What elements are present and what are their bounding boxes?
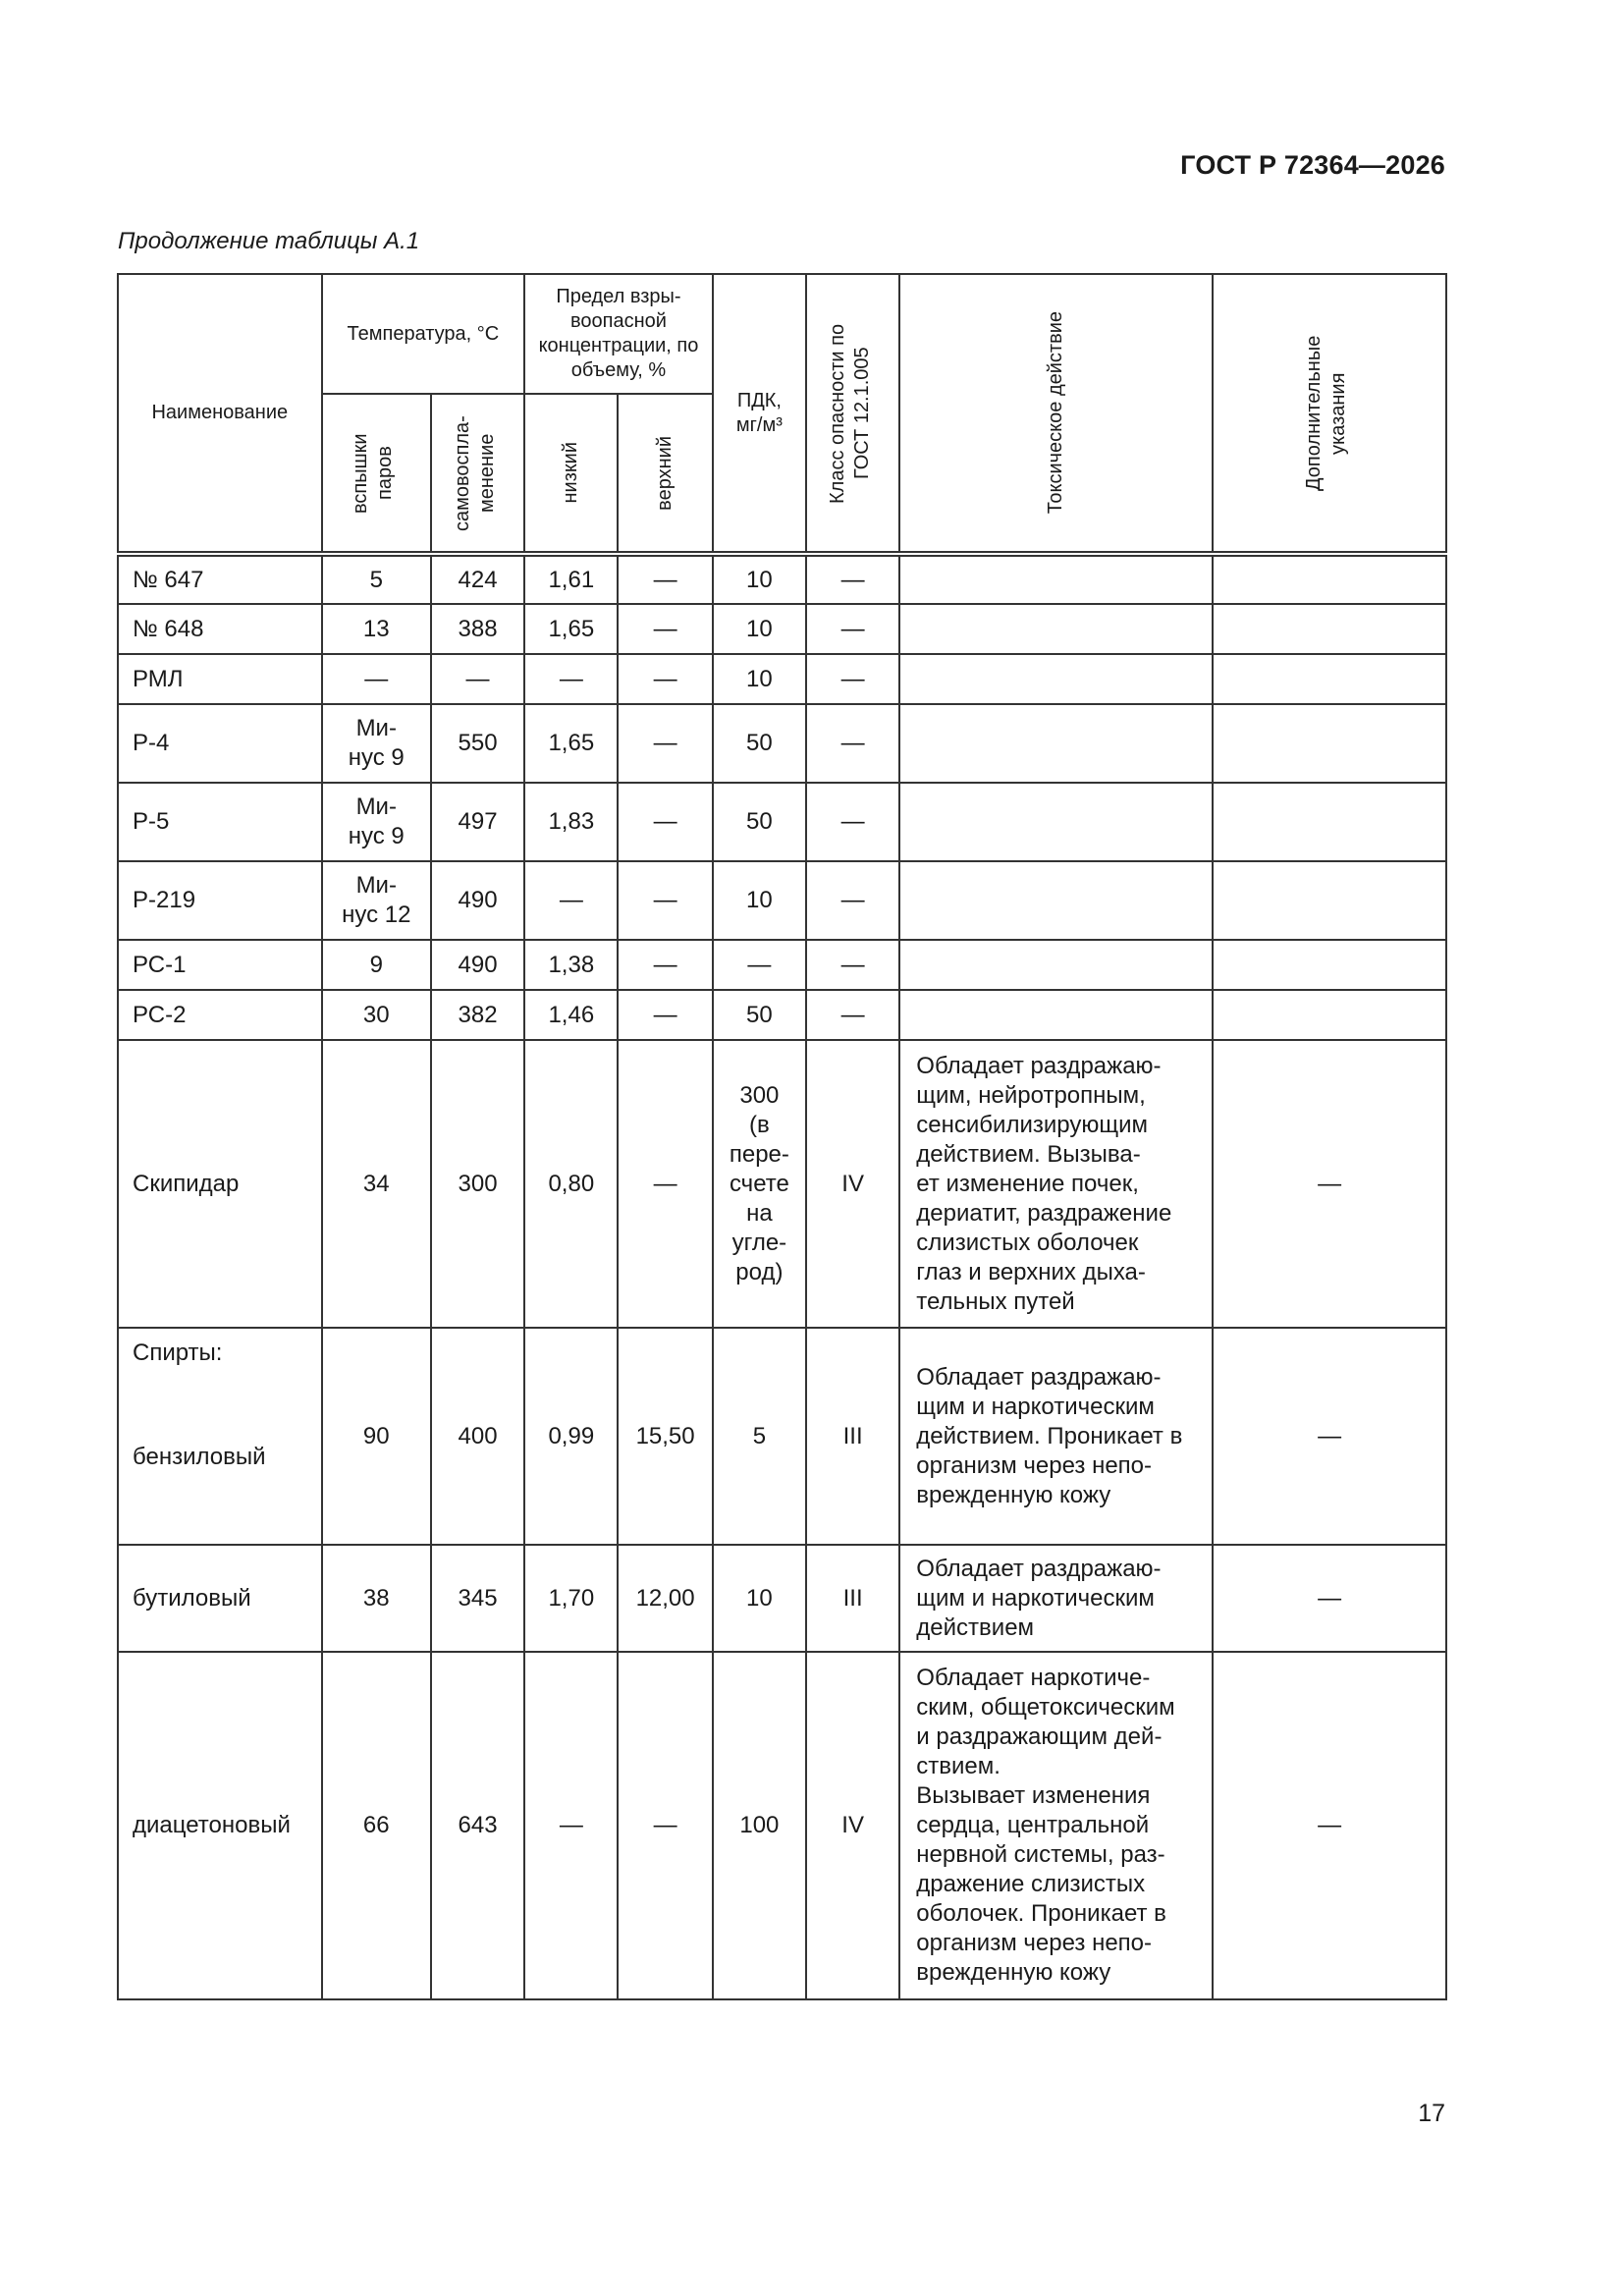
- cell-flash: Ми- нус 9: [322, 704, 431, 783]
- cell-upper: —: [618, 940, 712, 990]
- cell-upper: —: [618, 1040, 712, 1328]
- cell-flash: 13: [322, 604, 431, 654]
- header-toxic-effect-label: Токсическое действие: [1045, 311, 1067, 515]
- cell-name: [118, 1328, 322, 1545]
- cell-mac: 10: [713, 654, 806, 704]
- table-row: [118, 554, 1446, 604]
- cell-flash: 30: [322, 990, 431, 1040]
- cell-lower: —: [524, 1652, 618, 1999]
- cell-lower: 1,65: [524, 604, 618, 654]
- cell-notes: [1213, 554, 1446, 604]
- cell-mac: —: [713, 940, 806, 990]
- cell-hazard-class: —: [806, 704, 899, 783]
- cell-hazard-class: —: [806, 604, 899, 654]
- cell-toxic-effect: Обладает раздражаю- щим и наркотическим действием: [899, 1545, 1213, 1652]
- header-mac: ПДК, мг/м³: [713, 274, 806, 554]
- cell-mac: 10: [713, 861, 806, 940]
- table-row: [118, 1545, 1446, 1652]
- cell-notes: [1213, 704, 1446, 783]
- cell-name: РС-1: [118, 940, 322, 990]
- cell-notes: —: [1213, 1545, 1446, 1652]
- header-hazard-class: [806, 274, 899, 554]
- cell-autoignition: 345: [431, 1545, 524, 1652]
- cell-autoignition: 300: [431, 1040, 524, 1328]
- cell-flash: 34: [322, 1040, 431, 1328]
- cell-upper: —: [618, 783, 712, 861]
- cell-name: № 647: [118, 554, 322, 604]
- cell-notes: —: [1213, 1652, 1446, 1999]
- cell-name: диацетоновый: [118, 1652, 322, 1999]
- cell-mac: 10: [713, 1545, 806, 1652]
- header-flash-label: вспышки паров: [350, 432, 397, 514]
- cell-flash: 38: [322, 1545, 431, 1652]
- cell-name: Р-219: [118, 861, 322, 940]
- header-name: Наименование: [118, 274, 322, 554]
- cell-lower: 0,99: [524, 1328, 618, 1545]
- header-notes-label: Дополнительные указания: [1303, 335, 1350, 491]
- table-row: [118, 704, 1446, 783]
- cell-autoignition: —: [431, 654, 524, 704]
- header-upper: [618, 394, 712, 554]
- cell-notes: —: [1213, 1040, 1446, 1328]
- cell-hazard-class: —: [806, 554, 899, 604]
- table-caption: Продолжение таблицы А.1: [118, 228, 420, 254]
- cell-flash: 5: [322, 554, 431, 604]
- cell-name: Р-4: [118, 704, 322, 783]
- header-lower: [524, 394, 618, 554]
- header-explosive-limit: Предел взры-воопасной концентрации, по объему, %: [524, 274, 713, 394]
- table-row: [118, 654, 1446, 704]
- cell-mac: 5: [713, 1328, 806, 1545]
- table-row: [118, 990, 1446, 1040]
- cell-name: № 648: [118, 604, 322, 654]
- cell-hazard-class: —: [806, 861, 899, 940]
- cell-lower: 1,70: [524, 1545, 618, 1652]
- cell-hazard-class: —: [806, 654, 899, 704]
- cell-hazard-class: —: [806, 940, 899, 990]
- cell-flash: Ми- нус 9: [322, 783, 431, 861]
- cell-flash: Ми- нус 12: [322, 861, 431, 940]
- table-row: [118, 1040, 1446, 1328]
- cell-upper: —: [618, 990, 712, 1040]
- cell-flash: 66: [322, 1652, 431, 1999]
- cell-mac: 50: [713, 990, 806, 1040]
- cell-toxic-effect: Обладает раздражаю- щим, нейротропным, сенсибилизирующим действием. Вызыва- ет изменение почек, дериатит, раздражение слизистых оболочек глаз и верхних дыха- тельных путей: [899, 1040, 1213, 1328]
- table-row: [118, 861, 1446, 940]
- cell-name: Р-5: [118, 783, 322, 861]
- cell-autoignition: 497: [431, 783, 524, 861]
- cell-flash: 90: [322, 1328, 431, 1545]
- header-upper-label: верхний: [654, 435, 676, 511]
- cell-upper: —: [618, 1652, 712, 1999]
- cell-notes: [1213, 654, 1446, 704]
- cell-autoignition: 643: [431, 1652, 524, 1999]
- cell-upper: —: [618, 604, 712, 654]
- cell-upper: —: [618, 554, 712, 604]
- cell-toxic-effect: [899, 704, 1213, 783]
- substance-name: бензиловый: [133, 1444, 266, 1470]
- cell-hazard-class: III: [806, 1545, 899, 1652]
- cell-lower: 1,61: [524, 554, 618, 604]
- cell-lower: 1,38: [524, 940, 618, 990]
- cell-upper: —: [618, 861, 712, 940]
- cell-mac: 50: [713, 704, 806, 783]
- cell-autoignition: 382: [431, 990, 524, 1040]
- header-autoignition-label: самовоспла-менение: [451, 414, 498, 531]
- cell-name: бутиловый: [118, 1545, 322, 1652]
- cell-notes: —: [1213, 1328, 1446, 1545]
- cell-mac: 10: [713, 604, 806, 654]
- cell-autoignition: 388: [431, 604, 524, 654]
- cell-toxic-effect: [899, 554, 1213, 604]
- header-lower-label: низкий: [560, 442, 582, 504]
- cell-hazard-class: IV: [806, 1652, 899, 1999]
- header-toxic-effect: [899, 274, 1213, 554]
- document-code: ГОСТ Р 72364—2026: [1180, 150, 1445, 180]
- cell-mac: 100: [713, 1652, 806, 1999]
- cell-flash: 9: [322, 940, 431, 990]
- cell-toxic-effect: [899, 990, 1213, 1040]
- header-autoignition: [431, 394, 524, 554]
- cell-upper: 15,50: [618, 1328, 712, 1545]
- cell-lower: 1,65: [524, 704, 618, 783]
- cell-notes: [1213, 783, 1446, 861]
- cell-toxic-effect: [899, 654, 1213, 704]
- cell-notes: [1213, 940, 1446, 990]
- cell-name: РМЛ: [118, 654, 322, 704]
- cell-autoignition: 490: [431, 861, 524, 940]
- cell-autoignition: 550: [431, 704, 524, 783]
- cell-lower: 1,46: [524, 990, 618, 1040]
- cell-notes: [1213, 990, 1446, 1040]
- cell-lower: —: [524, 861, 618, 940]
- group-label: Спирты:: [133, 1339, 223, 1366]
- cell-lower: —: [524, 654, 618, 704]
- cell-mac: 50: [713, 783, 806, 861]
- header-flash: [322, 394, 431, 554]
- cell-hazard-class: —: [806, 990, 899, 1040]
- cell-hazard-class: III: [806, 1328, 899, 1545]
- header-hazard-class-label: Класс опасности по ГОСТ 12.1.005: [826, 322, 873, 504]
- cell-lower: 0,80: [524, 1040, 618, 1328]
- cell-mac: 10: [713, 554, 806, 604]
- cell-hazard-class: —: [806, 783, 899, 861]
- cell-toxic-effect: Обладает наркотиче- ским, общетоксическим и раздражающим дей- ствием. Вызывает изменения сердца, центральной нервной системы, раз- дражение слизистых оболочек. Проникает в организм через непо- врежденную кожу: [899, 1652, 1213, 1999]
- table-row: [118, 604, 1446, 654]
- table-row: [118, 783, 1446, 861]
- substances-table: [117, 273, 1447, 2000]
- cell-autoignition: 400: [431, 1328, 524, 1545]
- cell-toxic-effect: Обладает раздражаю- щим и наркотическим действием. Проникает в организм через непо- врежденную кожу: [899, 1328, 1213, 1545]
- cell-upper: —: [618, 654, 712, 704]
- cell-lower: 1,83: [524, 783, 618, 861]
- cell-name: Скипидар: [118, 1040, 322, 1328]
- cell-flash: —: [322, 654, 431, 704]
- cell-name: РС-2: [118, 990, 322, 1040]
- cell-toxic-effect: [899, 861, 1213, 940]
- page-number: 17: [1418, 2100, 1445, 2127]
- cell-notes: [1213, 861, 1446, 940]
- cell-hazard-class: IV: [806, 1040, 899, 1328]
- cell-toxic-effect: [899, 783, 1213, 861]
- table-row: [118, 1328, 1446, 1545]
- cell-mac: 300 (в пере- счете на угле- род): [713, 1040, 806, 1328]
- cell-toxic-effect: [899, 940, 1213, 990]
- header-notes: [1213, 274, 1446, 554]
- cell-autoignition: 424: [431, 554, 524, 604]
- cell-toxic-effect: [899, 604, 1213, 654]
- cell-upper: —: [618, 704, 712, 783]
- table-row: [118, 1652, 1446, 1999]
- cell-upper: 12,00: [618, 1545, 712, 1652]
- table-row: [118, 940, 1446, 990]
- header-temperature: Температура, °С: [322, 274, 525, 394]
- cell-notes: [1213, 604, 1446, 654]
- cell-autoignition: 490: [431, 940, 524, 990]
